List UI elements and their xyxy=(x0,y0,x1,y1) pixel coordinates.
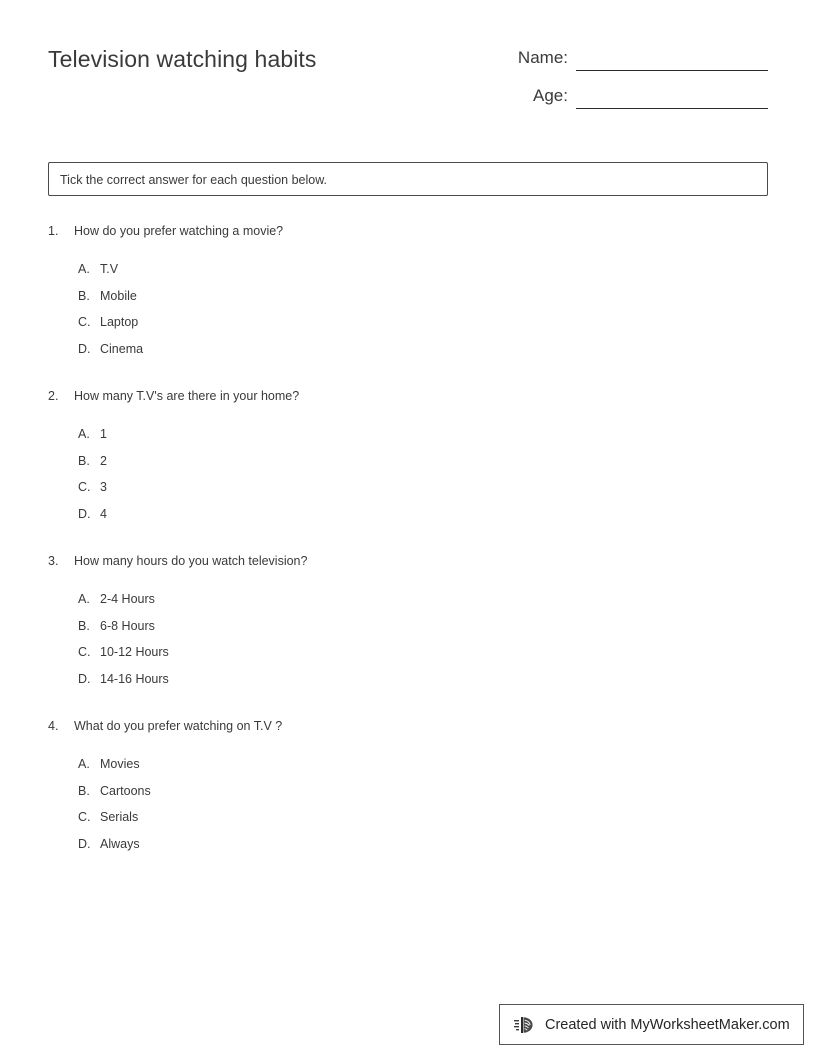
option-letter: C. xyxy=(78,480,91,494)
option-text: Serials xyxy=(100,810,139,824)
option-row[interactable] xyxy=(48,507,768,534)
option-letter: B. xyxy=(78,453,90,468)
options-list xyxy=(48,757,768,863)
question-number: 3. xyxy=(48,554,59,568)
options-list xyxy=(48,262,768,368)
options-list xyxy=(48,427,768,533)
option-row[interactable] xyxy=(48,454,768,481)
option-row[interactable] xyxy=(48,480,768,507)
name-field-row xyxy=(496,46,768,84)
option-letter: B. xyxy=(78,288,90,303)
option-row[interactable] xyxy=(48,427,768,454)
option-letter: D. xyxy=(78,506,91,521)
age-field-label: Age: xyxy=(533,86,568,105)
option-text: 3 xyxy=(100,480,107,494)
footer-attribution-badge[interactable] xyxy=(499,1004,804,1045)
question-block xyxy=(48,554,768,698)
option-letter: A. xyxy=(78,757,90,771)
question-block xyxy=(48,389,768,533)
question-heading xyxy=(48,554,768,576)
question-text: How many hours do you watch television? xyxy=(74,554,308,568)
options-list xyxy=(48,592,768,698)
option-row[interactable] xyxy=(48,757,768,784)
student-info-fields xyxy=(496,46,768,122)
option-text: T.V xyxy=(100,262,119,276)
option-row[interactable] xyxy=(48,342,768,369)
page-title: Television watching habits xyxy=(48,46,317,72)
option-text: 2 xyxy=(100,453,107,468)
question-block xyxy=(48,224,768,368)
option-text: Cinema xyxy=(100,341,144,356)
option-letter: C. xyxy=(78,315,91,329)
option-text: 6-8 Hours xyxy=(100,618,155,633)
option-text: Mobile xyxy=(100,288,137,303)
question-text: What do you prefer watching on T.V ? xyxy=(74,719,283,733)
option-text: Cartoons xyxy=(100,783,151,798)
option-text: 14-16 Hours xyxy=(100,671,169,686)
question-text: How do you prefer watching a movie? xyxy=(74,224,284,238)
age-field-row xyxy=(496,84,768,122)
option-row[interactable] xyxy=(48,592,768,619)
question-text: How many T.V's are there in your home? xyxy=(74,389,300,403)
option-text: 4 xyxy=(100,506,107,521)
question-block xyxy=(48,719,768,863)
name-input-line[interactable] xyxy=(576,70,768,71)
option-letter: C. xyxy=(78,810,91,824)
option-row[interactable] xyxy=(48,784,768,811)
option-letter: C. xyxy=(78,645,91,659)
question-heading xyxy=(48,224,768,246)
question-number: 1. xyxy=(48,224,59,238)
question-number: 4. xyxy=(48,719,59,733)
option-text: Always xyxy=(100,836,140,851)
option-text: Movies xyxy=(100,757,140,771)
option-row[interactable] xyxy=(48,672,768,699)
option-row[interactable] xyxy=(48,837,768,864)
name-field-label: Name: xyxy=(517,48,568,67)
option-row[interactable] xyxy=(48,315,768,342)
option-letter: A. xyxy=(78,427,90,441)
option-text: 10-12 Hours xyxy=(100,645,169,659)
option-row[interactable] xyxy=(48,619,768,646)
option-row[interactable] xyxy=(48,645,768,672)
option-letter: D. xyxy=(78,836,91,851)
question-number: 2. xyxy=(48,389,59,403)
option-text: Laptop xyxy=(100,315,139,329)
option-text: 1 xyxy=(100,427,107,441)
option-row[interactable] xyxy=(48,262,768,289)
worksheet-header xyxy=(48,44,768,124)
age-input-line[interactable] xyxy=(576,108,768,109)
instruction-text: Tick the correct answer for each question below. xyxy=(60,173,328,187)
option-letter: D. xyxy=(78,341,91,356)
option-text: 2-4 Hours xyxy=(100,592,155,606)
question-heading xyxy=(48,389,768,411)
option-letter: B. xyxy=(78,783,90,798)
option-letter: A. xyxy=(78,262,90,276)
instruction-box xyxy=(48,162,768,196)
option-letter: B. xyxy=(78,618,90,633)
option-letter: D. xyxy=(78,671,91,686)
flying-page-logo-icon xyxy=(514,1014,536,1036)
questions-list xyxy=(48,224,768,884)
option-letter: A. xyxy=(78,592,90,606)
footer-attribution-text: Created with MyWorksheetMaker.com xyxy=(545,1016,790,1033)
question-heading xyxy=(48,719,768,741)
option-row[interactable] xyxy=(48,810,768,837)
option-row[interactable] xyxy=(48,289,768,316)
